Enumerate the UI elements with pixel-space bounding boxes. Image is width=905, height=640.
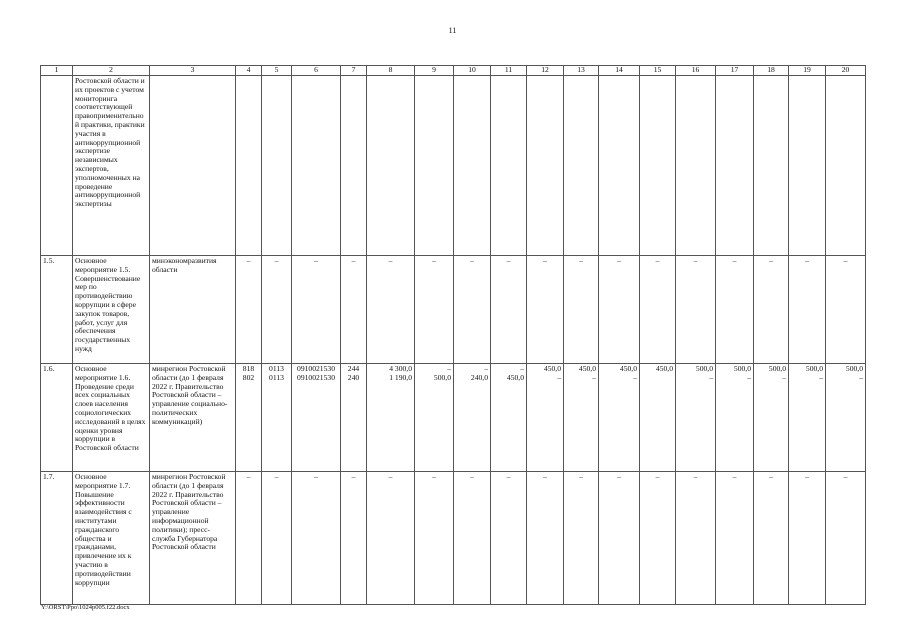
cell-value: 450,0 bbox=[655, 364, 673, 373]
cell-value: – bbox=[274, 472, 279, 481]
cell-col-8 bbox=[367, 364, 415, 472]
cell-value: – bbox=[843, 472, 848, 481]
cell-value: – bbox=[747, 372, 751, 382]
table-row bbox=[41, 256, 866, 364]
table-row bbox=[41, 364, 866, 472]
cell-value: – bbox=[246, 256, 251, 265]
cell-value: – bbox=[388, 472, 393, 481]
cell-col-4 bbox=[236, 364, 262, 472]
file-path-footer: Y:\ORST\Ppo\1024p005.f22.docx bbox=[41, 604, 130, 611]
cell-col-8 bbox=[367, 76, 415, 256]
column-header-6: 6 bbox=[292, 66, 341, 76]
cell-col-8 bbox=[367, 256, 415, 364]
cell-value: 0113 bbox=[269, 364, 284, 373]
cell-value: 818 bbox=[242, 364, 255, 373]
cell-col-13 bbox=[564, 472, 599, 605]
cell-col-13 bbox=[564, 76, 599, 256]
cell-value: 500,0 bbox=[433, 372, 451, 382]
cell-value: – bbox=[805, 256, 809, 265]
cell-col-14 bbox=[599, 472, 640, 605]
column-header-5: 5 bbox=[262, 66, 292, 76]
cell-value: – bbox=[447, 364, 451, 373]
cell-col-13 bbox=[564, 256, 599, 364]
cell-col-4 bbox=[236, 76, 262, 256]
cell-col-9 bbox=[415, 364, 454, 472]
cell-value: – bbox=[543, 256, 547, 265]
table-row bbox=[41, 472, 866, 605]
cell-col-10 bbox=[454, 76, 491, 256]
cell-col-12 bbox=[527, 472, 564, 605]
column-number-row bbox=[41, 66, 866, 76]
cell-col-8 bbox=[367, 472, 415, 605]
column-header-2: 2 bbox=[73, 66, 150, 76]
cell-col-11 bbox=[491, 76, 527, 256]
cell-value: – bbox=[314, 472, 318, 481]
cell-value: 240 bbox=[347, 372, 360, 382]
column-header-14: 14 bbox=[599, 66, 640, 76]
cell-col-20 bbox=[826, 472, 866, 605]
cell-col-9 bbox=[415, 256, 454, 364]
cell-col-12 bbox=[527, 256, 564, 364]
cell-col-11 bbox=[491, 364, 527, 472]
column-header-8: 8 bbox=[367, 66, 415, 76]
cell-col-15 bbox=[640, 364, 676, 472]
cell-col-20 bbox=[826, 256, 866, 364]
column-header-3: 3 bbox=[150, 66, 236, 76]
cell-value: 244 bbox=[347, 364, 360, 373]
cell-col-18 bbox=[754, 256, 789, 364]
responsible-executor: минрегион Ростовской области (до 1 февраля 2022 г. Правительство Ростовской области – управление информационной политики); пресс-служба Губернатора Ростовской области bbox=[150, 472, 236, 605]
column-header-10: 10 bbox=[454, 66, 491, 76]
cell-value: – bbox=[520, 364, 524, 373]
cell-col-6 bbox=[292, 256, 341, 364]
cell-value: – bbox=[506, 472, 511, 481]
cell-value: – bbox=[484, 364, 488, 373]
cell-col-16 bbox=[676, 364, 716, 472]
cell-col-19 bbox=[789, 364, 826, 472]
event-name: Основное мероприятие 1.5. Совершенствование мер по противодействию коррупции в сфере закупок товаров, работ, услуг для обеспечения государственных нужд bbox=[73, 256, 150, 364]
cell-value: 450,0 bbox=[619, 364, 637, 373]
column-header-12: 12 bbox=[527, 66, 564, 76]
cell-value: – bbox=[655, 256, 660, 265]
cell-col-7 bbox=[341, 76, 367, 256]
cell-value: – bbox=[470, 256, 474, 265]
cell-value: – bbox=[843, 256, 848, 265]
cell-value: – bbox=[769, 472, 773, 481]
cell-value: – bbox=[709, 372, 713, 382]
cell-value: – bbox=[314, 256, 318, 265]
cell-col-17 bbox=[716, 472, 754, 605]
cell-value: – bbox=[693, 472, 698, 481]
cell-value: – bbox=[633, 372, 637, 382]
cell-value: – bbox=[617, 472, 621, 481]
cell-value: – bbox=[557, 372, 561, 382]
cell-col-17 bbox=[716, 256, 754, 364]
cell-col-5 bbox=[262, 472, 292, 605]
cell-col-7 bbox=[341, 256, 367, 364]
cell-col-10 bbox=[454, 364, 491, 472]
cell-value: – bbox=[769, 256, 773, 265]
cell-value: – bbox=[805, 472, 809, 481]
column-header-19: 19 bbox=[789, 66, 826, 76]
cell-col-11 bbox=[491, 472, 527, 605]
cell-value: – bbox=[470, 472, 474, 481]
cell-value: 240,0 bbox=[470, 372, 488, 382]
cell-col-16 bbox=[676, 256, 716, 364]
cell-col-9 bbox=[415, 76, 454, 256]
column-header-7: 7 bbox=[341, 66, 367, 76]
cell-value: 500,0 bbox=[845, 364, 863, 373]
cell-value: – bbox=[579, 256, 583, 265]
cell-value: – bbox=[351, 256, 356, 265]
cell-col-14 bbox=[599, 364, 640, 472]
cell-value: 500,0 bbox=[695, 364, 713, 373]
cell-value: – bbox=[693, 256, 698, 265]
cell-col-5 bbox=[262, 364, 292, 472]
cell-value: – bbox=[388, 256, 393, 265]
cell-value: 450,0 bbox=[543, 364, 561, 373]
cell-col-12 bbox=[527, 364, 564, 472]
row-number bbox=[41, 76, 73, 256]
cell-col-5 bbox=[262, 256, 292, 364]
cell-col-18 bbox=[754, 76, 789, 256]
table-row bbox=[41, 76, 866, 256]
cell-value: – bbox=[274, 256, 279, 265]
cell-value: – bbox=[782, 372, 786, 382]
responsible-executor: минэкономразвития области bbox=[150, 256, 236, 364]
cell-value: – bbox=[579, 472, 583, 481]
event-name: Основное мероприятие 1.7. Повышение эффективности взаимодействия с институтами гражданского общества и гражданами, привлечение их к участию в противодействии коррупции bbox=[73, 472, 150, 605]
cell-col-15 bbox=[640, 256, 676, 364]
cell-col-17 bbox=[716, 76, 754, 256]
cell-value: – bbox=[732, 256, 737, 265]
cell-value: – bbox=[432, 256, 436, 265]
cell-col-20 bbox=[826, 76, 866, 256]
table-body bbox=[41, 76, 866, 605]
cell-col-19 bbox=[789, 76, 826, 256]
cell-col-6 bbox=[292, 76, 341, 256]
cell-value: – bbox=[432, 472, 436, 481]
cell-col-15 bbox=[640, 472, 676, 605]
cell-col-17 bbox=[716, 364, 754, 472]
cell-value: 450,0 bbox=[506, 372, 524, 382]
cell-value: – bbox=[351, 472, 356, 481]
cell-col-5 bbox=[262, 76, 292, 256]
cell-col-16 bbox=[676, 76, 716, 256]
cell-col-18 bbox=[754, 364, 789, 472]
cell-col-6 bbox=[292, 364, 341, 472]
cell-col-7 bbox=[341, 364, 367, 472]
row-number: 1.6. bbox=[41, 364, 73, 472]
cell-value: – bbox=[246, 472, 251, 481]
event-name: Основное мероприятие 1.6. Проведение среди всех социальных слоев населения социологических исследований в целях оценки уровня коррупции в Ростовской области bbox=[73, 364, 150, 472]
column-header-1: 1 bbox=[41, 66, 73, 76]
cell-col-14 bbox=[599, 256, 640, 364]
cell-value: 500,0 bbox=[768, 364, 786, 373]
cell-col-16 bbox=[676, 472, 716, 605]
cell-value: 802 bbox=[242, 372, 255, 382]
row-number: 1.5. bbox=[41, 256, 73, 364]
cell-value: – bbox=[592, 372, 596, 382]
row-number: 1.7. bbox=[41, 472, 73, 605]
cell-value: 0910021530 bbox=[297, 372, 335, 382]
cell-value: 500,0 bbox=[805, 364, 823, 373]
column-header-13: 13 bbox=[564, 66, 599, 76]
responsible-executor: минрегион Ростовской области (до 1 февраля 2022 г. Правительство Ростовской области – управление социально-политических коммуникаций) bbox=[150, 364, 236, 472]
cell-col-14 bbox=[599, 76, 640, 256]
cell-value: 500,0 bbox=[733, 364, 751, 373]
cell-col-12 bbox=[527, 76, 564, 256]
cell-col-19 bbox=[789, 256, 826, 364]
cell-value: 1 190,0 bbox=[389, 372, 412, 382]
cell-col-20 bbox=[826, 364, 866, 472]
cell-col-18 bbox=[754, 472, 789, 605]
cell-col-7 bbox=[341, 472, 367, 605]
event-name: Ростовской области и их проектов с учетом мониторинга соответствующей правоприменительной практики, практики участия в антикоррупционной экспертизе независимых экспертов, уполномоченных на проведение антикоррупционной экспертизы bbox=[73, 76, 150, 256]
cell-value: 0910021530 bbox=[297, 364, 335, 373]
cell-value: 4 300,0 bbox=[389, 364, 412, 373]
column-header-20: 20 bbox=[826, 66, 866, 76]
column-header-16: 16 bbox=[676, 66, 716, 76]
cell-col-13 bbox=[564, 364, 599, 472]
page-number: 11 bbox=[448, 26, 457, 35]
cell-value: – bbox=[617, 256, 621, 265]
cell-col-19 bbox=[789, 472, 826, 605]
program-table bbox=[40, 65, 866, 605]
column-header-17: 17 bbox=[716, 66, 754, 76]
cell-value: – bbox=[543, 472, 547, 481]
cell-value: – bbox=[655, 472, 660, 481]
cell-col-15 bbox=[640, 76, 676, 256]
column-header-11: 11 bbox=[491, 66, 527, 76]
cell-col-10 bbox=[454, 472, 491, 605]
cell-value: 0113 bbox=[269, 372, 284, 382]
column-header-9: 9 bbox=[415, 66, 454, 76]
cell-col-4 bbox=[236, 472, 262, 605]
cell-col-11 bbox=[491, 256, 527, 364]
cell-value: – bbox=[732, 472, 737, 481]
cell-value: – bbox=[859, 372, 863, 382]
column-header-4: 4 bbox=[236, 66, 262, 76]
cell-col-6 bbox=[292, 472, 341, 605]
cell-value: 450,0 bbox=[578, 364, 596, 373]
responsible-executor bbox=[150, 76, 236, 256]
cell-col-9 bbox=[415, 472, 454, 605]
cell-value: – bbox=[506, 256, 511, 265]
column-header-18: 18 bbox=[754, 66, 789, 76]
column-header-15: 15 bbox=[640, 66, 676, 76]
cell-value: – bbox=[819, 372, 823, 382]
cell-col-10 bbox=[454, 256, 491, 364]
cell-col-4 bbox=[236, 256, 262, 364]
